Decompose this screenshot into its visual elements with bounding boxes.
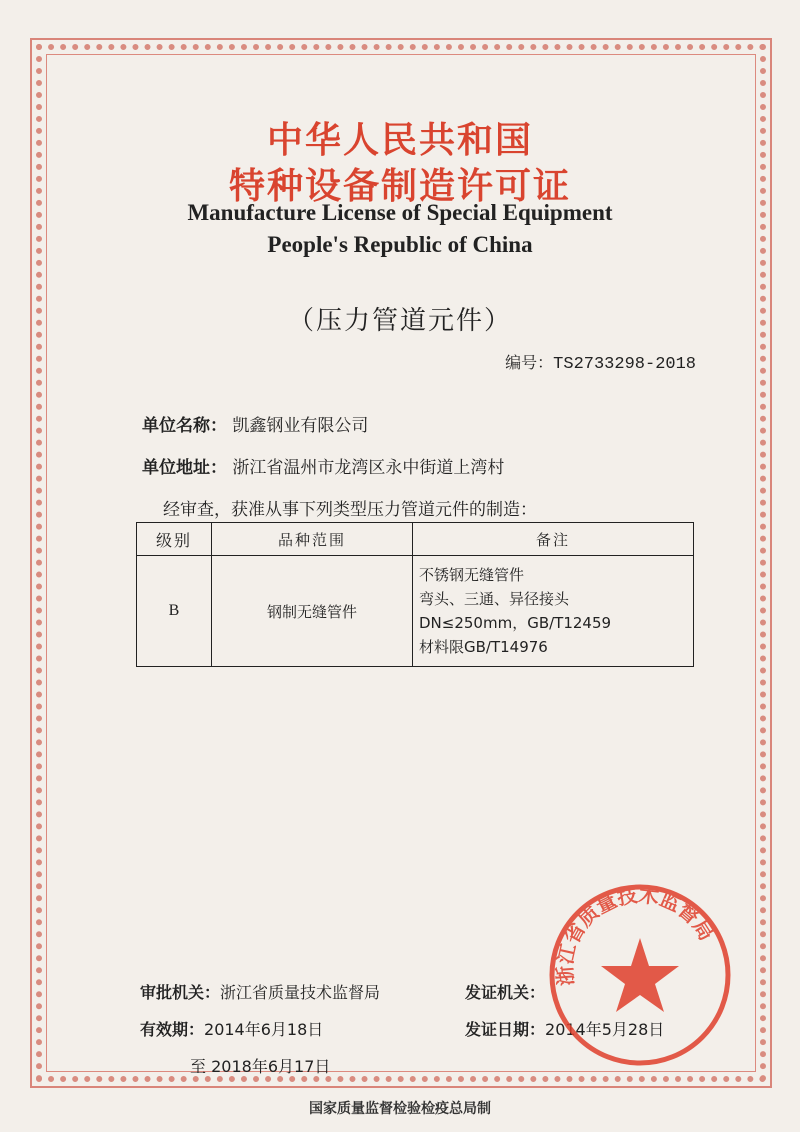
- unit-name-row: [142, 411, 368, 436]
- table-header-row: [137, 523, 694, 556]
- validity-until: [190, 1054, 330, 1077]
- remark-line: 材料限GB/T14976: [419, 638, 548, 656]
- unit-address-label: 单位地址：: [142, 458, 227, 478]
- seal-text-path: 浙江省质量技术监督局: [552, 882, 719, 987]
- scope-table: [136, 522, 694, 667]
- certificate-number-value: TS2733298-2018: [553, 355, 696, 374]
- subtitle: （压力管道元件）: [287, 306, 512, 336]
- unit-name-label: 单位名称：: [142, 416, 227, 436]
- header-remarks: 备注: [413, 523, 694, 556]
- cell-remarks: [413, 556, 694, 667]
- table-row: [137, 556, 694, 667]
- header-level: 级别: [137, 523, 212, 556]
- approval-text: 经审查，获准从事下列类型压力管道元件的制造：: [163, 500, 537, 520]
- title-en-line2: People's Republic of China: [267, 232, 533, 257]
- unit-address-row: [142, 453, 504, 478]
- certificate-number-label: 编号：: [505, 353, 554, 372]
- validity-until-label: 至: [190, 1057, 207, 1076]
- validity-label: 有效期：: [140, 1020, 205, 1039]
- issue-date-label: 发证日期：: [465, 1020, 546, 1039]
- validity: [140, 1017, 323, 1040]
- approval-authority-value: 浙江省质量技术监督局: [220, 983, 381, 1002]
- unit-name: 凯鑫钢业有限公司: [232, 416, 369, 436]
- seal-star-icon: [601, 938, 679, 1012]
- official-seal: [545, 880, 735, 1070]
- issuing-authority: [465, 980, 545, 1003]
- remark-line: DN≤250mm，GB/T12459: [419, 614, 612, 632]
- cell-level: B: [137, 556, 212, 667]
- remark-line: 不锈钢无缝管件: [419, 566, 525, 584]
- validity-to: 2018年6月17日: [211, 1057, 331, 1076]
- unit-address: 浙江省温州市龙湾区永中街道上湾村: [232, 458, 505, 478]
- header-variety: 品种范围: [212, 523, 413, 556]
- validity-from: 2014年6月18日: [204, 1020, 324, 1039]
- issue-date-value: 2014年5月28日: [545, 1020, 665, 1039]
- footer-issuer: 国家质量监督检验检疫总局制: [309, 1101, 491, 1117]
- remark-line: 弯头、三通、异径接头: [419, 590, 570, 608]
- cell-variety: 钢制无缝管件: [212, 556, 413, 667]
- approval-authority: [140, 980, 380, 1003]
- title-cn-line2: 特种设备制造许可证: [228, 166, 571, 207]
- issuing-authority-label: 发证机关：: [465, 983, 546, 1002]
- title-cn-line1: 中华人民共和国: [266, 120, 533, 161]
- title-en-line1: Manufacture License of Special Equipment: [187, 200, 613, 225]
- certificate-number: [505, 350, 696, 374]
- approval-authority-label: 审批机关：: [140, 983, 221, 1002]
